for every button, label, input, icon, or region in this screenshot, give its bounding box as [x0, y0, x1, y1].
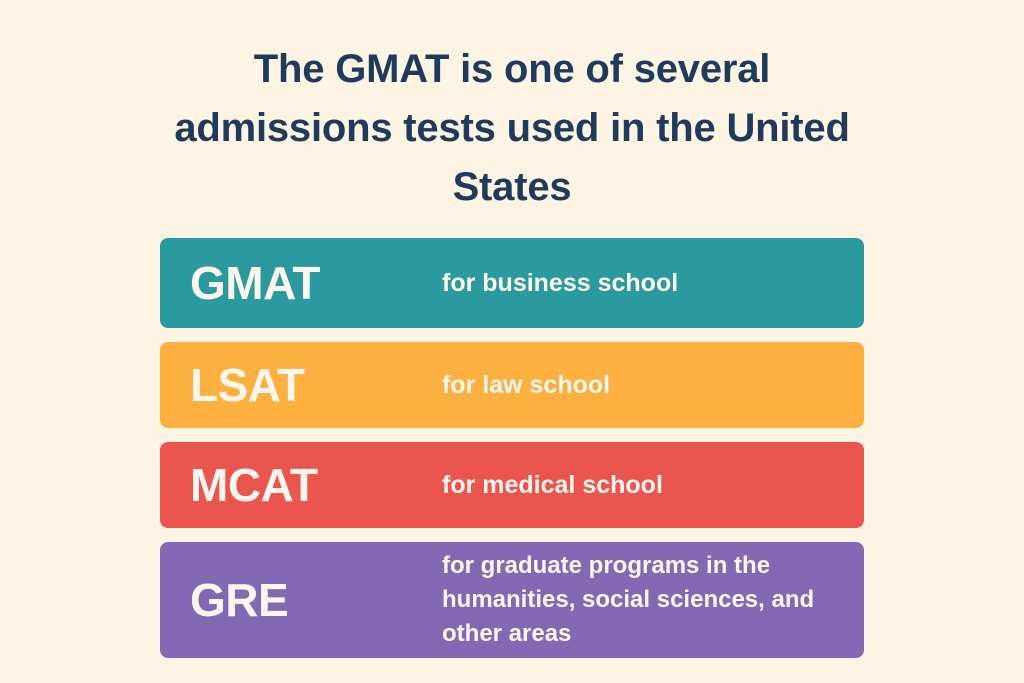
test-list: [160, 238, 864, 672]
test-description: for law school: [442, 370, 611, 399]
test-acronym: MCAT: [190, 459, 318, 511]
test-description: for medical school: [442, 470, 663, 499]
test-acronym: GRE: [190, 574, 289, 626]
page-title: The GMAT is one of several admissions tests used in the United States: [174, 47, 850, 210]
list-item-lsat: [160, 342, 864, 428]
list-item-gmat: [160, 238, 864, 328]
test-description: for graduate programs in the humanities, social sciences, and other areas: [442, 551, 815, 648]
test-acronym: LSAT: [190, 359, 305, 411]
list-item-mcat: [160, 442, 864, 528]
test-acronym: GMAT: [190, 257, 321, 309]
test-description: for business school: [442, 268, 679, 297]
list-item-gre: [160, 542, 864, 658]
